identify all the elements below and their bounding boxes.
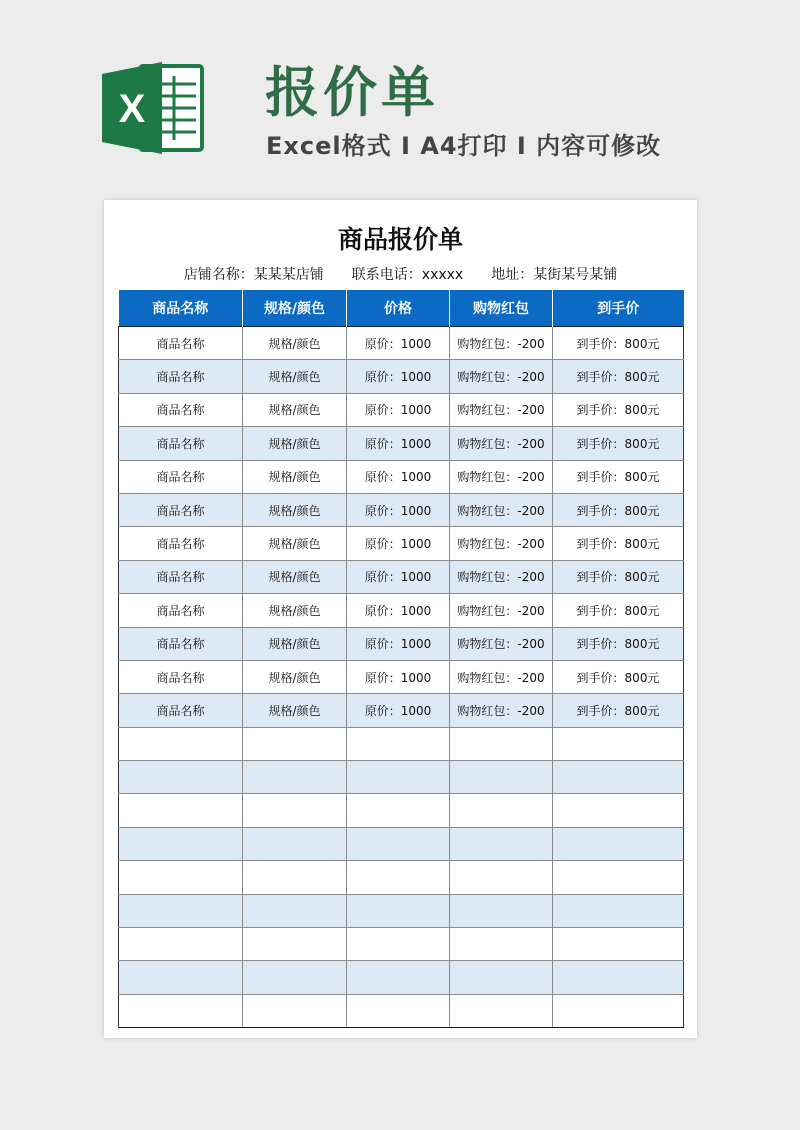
cell-price[interactable] (347, 961, 450, 994)
cell-spec-color[interactable] (243, 761, 347, 794)
cell-final-price[interactable]: 到手价：800元 (553, 560, 684, 593)
cell-final-price[interactable]: 到手价：800元 (553, 694, 684, 727)
cell-final-price[interactable]: 到手价：800元 (553, 327, 684, 360)
table-row (119, 794, 684, 827)
cell-price[interactable]: 原价：1000 (347, 427, 450, 460)
cell-final-price[interactable]: 到手价：800元 (553, 393, 684, 426)
cell-red-packet[interactable]: 购物红包：-200 (450, 460, 553, 493)
cell-spec-color[interactable]: 规格/颜色 (243, 360, 347, 393)
cell-product-name[interactable] (119, 961, 243, 994)
cell-spec-color[interactable] (243, 994, 347, 1027)
table-row (119, 727, 684, 760)
cell-product-name[interactable] (119, 794, 243, 827)
cell-red-packet[interactable]: 购物红包：-200 (450, 660, 553, 693)
cell-final-price[interactable] (553, 794, 684, 827)
cell-product-name[interactable] (119, 761, 243, 794)
table-row (119, 694, 684, 727)
cell-spec-color[interactable] (243, 961, 347, 994)
cell-price[interactable]: 原价：1000 (347, 560, 450, 593)
store-name: 店铺名称：某某某店铺 (183, 267, 324, 283)
cell-final-price[interactable] (553, 894, 684, 927)
quote-table (118, 290, 684, 1028)
cell-spec-color[interactable] (243, 894, 347, 927)
cell-red-packet[interactable]: 购物红包：-200 (450, 360, 553, 393)
quote-sheet (104, 200, 697, 1038)
cell-price[interactable]: 原价：1000 (347, 660, 450, 693)
cell-product-name[interactable]: 商品名称 (119, 660, 243, 693)
cell-final-price[interactable]: 到手价：800元 (553, 427, 684, 460)
cell-red-packet[interactable] (450, 861, 553, 894)
cell-final-price[interactable]: 到手价：800元 (553, 360, 684, 393)
cell-red-packet[interactable] (450, 827, 553, 860)
cell-product-name[interactable]: 商品名称 (119, 360, 243, 393)
store-address: 地址：某街某号某铺 (491, 267, 618, 283)
cell-price[interactable]: 原价：1000 (347, 627, 450, 660)
cell-price[interactable]: 原价：1000 (347, 460, 450, 493)
cell-product-name[interactable] (119, 994, 243, 1027)
cell-spec-color[interactable] (243, 928, 347, 961)
cell-final-price[interactable]: 到手价：800元 (553, 493, 684, 526)
cell-red-packet[interactable]: 购物红包：-200 (450, 594, 553, 627)
cell-red-packet[interactable]: 购物红包：-200 (450, 527, 553, 560)
excel-icon (102, 60, 206, 156)
table-row (119, 761, 684, 794)
cell-product-name[interactable]: 商品名称 (119, 627, 243, 660)
cell-price[interactable]: 原价：1000 (347, 327, 450, 360)
header-price: 价格 (347, 290, 450, 327)
cell-spec-color[interactable] (243, 827, 347, 860)
cell-spec-color[interactable]: 规格/颜色 (243, 460, 347, 493)
table-row (119, 360, 684, 393)
cell-product-name[interactable]: 商品名称 (119, 527, 243, 560)
header-red-packet: 购物红包 (450, 290, 553, 327)
cell-price[interactable] (347, 861, 450, 894)
cell-spec-color[interactable] (243, 794, 347, 827)
cell-product-name[interactable]: 商品名称 (119, 427, 243, 460)
table-row (119, 894, 684, 927)
excel-logo-letter: X (118, 87, 146, 131)
cell-spec-color[interactable]: 规格/颜色 (243, 594, 347, 627)
table-row (119, 827, 684, 860)
store-info (104, 264, 697, 284)
cell-spec-color[interactable] (243, 861, 347, 894)
cell-spec-color[interactable]: 规格/颜色 (243, 560, 347, 593)
table-row (119, 460, 684, 493)
table-row (119, 560, 684, 593)
cell-product-name[interactable]: 商品名称 (119, 560, 243, 593)
table-row (119, 961, 684, 994)
cell-product-name[interactable] (119, 894, 243, 927)
cell-product-name[interactable]: 商品名称 (119, 460, 243, 493)
cell-final-price[interactable] (553, 761, 684, 794)
cell-product-name[interactable] (119, 928, 243, 961)
cell-final-price[interactable] (553, 727, 684, 760)
cell-red-packet[interactable] (450, 928, 553, 961)
cell-product-name[interactable] (119, 727, 243, 760)
table-row (119, 660, 684, 693)
header-final-price: 到手价 (553, 290, 684, 327)
cell-price[interactable]: 原价：1000 (347, 527, 450, 560)
cell-red-packet[interactable]: 购物红包：-200 (450, 327, 553, 360)
cell-spec-color[interactable]: 规格/颜色 (243, 694, 347, 727)
store-phone: 联系电话：xxxxx (351, 267, 464, 283)
cell-price[interactable] (347, 827, 450, 860)
cell-final-price[interactable]: 到手价：800元 (553, 627, 684, 660)
cell-red-packet[interactable] (450, 961, 553, 994)
table-row (119, 928, 684, 961)
header-product-name: 商品名称 (119, 290, 243, 327)
table-row (119, 627, 684, 660)
cell-price[interactable]: 原价：1000 (347, 694, 450, 727)
cell-spec-color[interactable]: 规格/颜色 (243, 660, 347, 693)
cell-product-name[interactable] (119, 861, 243, 894)
cell-red-packet[interactable] (450, 794, 553, 827)
cell-red-packet[interactable]: 购物红包：-200 (450, 560, 553, 593)
table-row (119, 393, 684, 426)
table-row (119, 327, 684, 360)
cell-price[interactable]: 原价：1000 (347, 594, 450, 627)
cell-product-name[interactable]: 商品名称 (119, 694, 243, 727)
cell-spec-color[interactable]: 规格/颜色 (243, 393, 347, 426)
cell-red-packet[interactable]: 购物红包：-200 (450, 427, 553, 460)
sheet-title: 商品报价单 (337, 225, 463, 254)
cell-final-price[interactable]: 到手价：800元 (553, 594, 684, 627)
cell-product-name[interactable]: 商品名称 (119, 493, 243, 526)
cell-price[interactable] (347, 928, 450, 961)
cell-price[interactable] (347, 727, 450, 760)
cell-final-price[interactable] (553, 994, 684, 1027)
table-header-row (119, 290, 684, 327)
table-row (119, 427, 684, 460)
cell-spec-color[interactable]: 规格/颜色 (243, 527, 347, 560)
cell-final-price[interactable] (553, 961, 684, 994)
table-row (119, 861, 684, 894)
cell-price[interactable] (347, 894, 450, 927)
cell-final-price[interactable]: 到手价：800元 (553, 660, 684, 693)
banner-title: 报价单 (265, 61, 439, 124)
cell-price[interactable] (347, 761, 450, 794)
cell-final-price[interactable]: 到手价：800元 (553, 460, 684, 493)
cell-product-name[interactable] (119, 827, 243, 860)
cell-spec-color[interactable]: 规格/颜色 (243, 427, 347, 460)
cell-spec-color[interactable] (243, 727, 347, 760)
cell-red-packet[interactable]: 购物红包：-200 (450, 493, 553, 526)
cell-product-name[interactable]: 商品名称 (119, 594, 243, 627)
cell-final-price[interactable] (553, 827, 684, 860)
cell-final-price[interactable]: 到手价：800元 (553, 527, 684, 560)
cell-price[interactable]: 原价：1000 (347, 360, 450, 393)
cell-final-price[interactable] (553, 861, 684, 894)
cell-red-packet[interactable]: 购物红包：-200 (450, 627, 553, 660)
cell-spec-color[interactable]: 规格/颜色 (243, 327, 347, 360)
cell-product-name[interactable]: 商品名称 (119, 393, 243, 426)
cell-spec-color[interactable]: 规格/颜色 (243, 627, 347, 660)
cell-price[interactable] (347, 794, 450, 827)
cell-red-packet[interactable] (450, 894, 553, 927)
table-row (119, 493, 684, 526)
cell-red-packet[interactable] (450, 761, 553, 794)
cell-price[interactable]: 原价：1000 (347, 493, 450, 526)
table-row (119, 527, 684, 560)
cell-price[interactable]: 原价：1000 (347, 393, 450, 426)
cell-price[interactable] (347, 994, 450, 1027)
cell-final-price[interactable] (553, 928, 684, 961)
cell-red-packet[interactable]: 购物红包：-200 (450, 694, 553, 727)
cell-red-packet[interactable]: 购物红包：-200 (450, 393, 553, 426)
cell-red-packet[interactable] (450, 994, 553, 1027)
header-spec-color: 规格/颜色 (243, 290, 347, 327)
banner-subtitle: Excel格式 I A4打印 I 内容可修改 (266, 132, 662, 160)
table-row (119, 594, 684, 627)
cell-red-packet[interactable] (450, 727, 553, 760)
cell-spec-color[interactable]: 规格/颜色 (243, 493, 347, 526)
table-row (119, 994, 684, 1027)
cell-product-name[interactable]: 商品名称 (119, 327, 243, 360)
